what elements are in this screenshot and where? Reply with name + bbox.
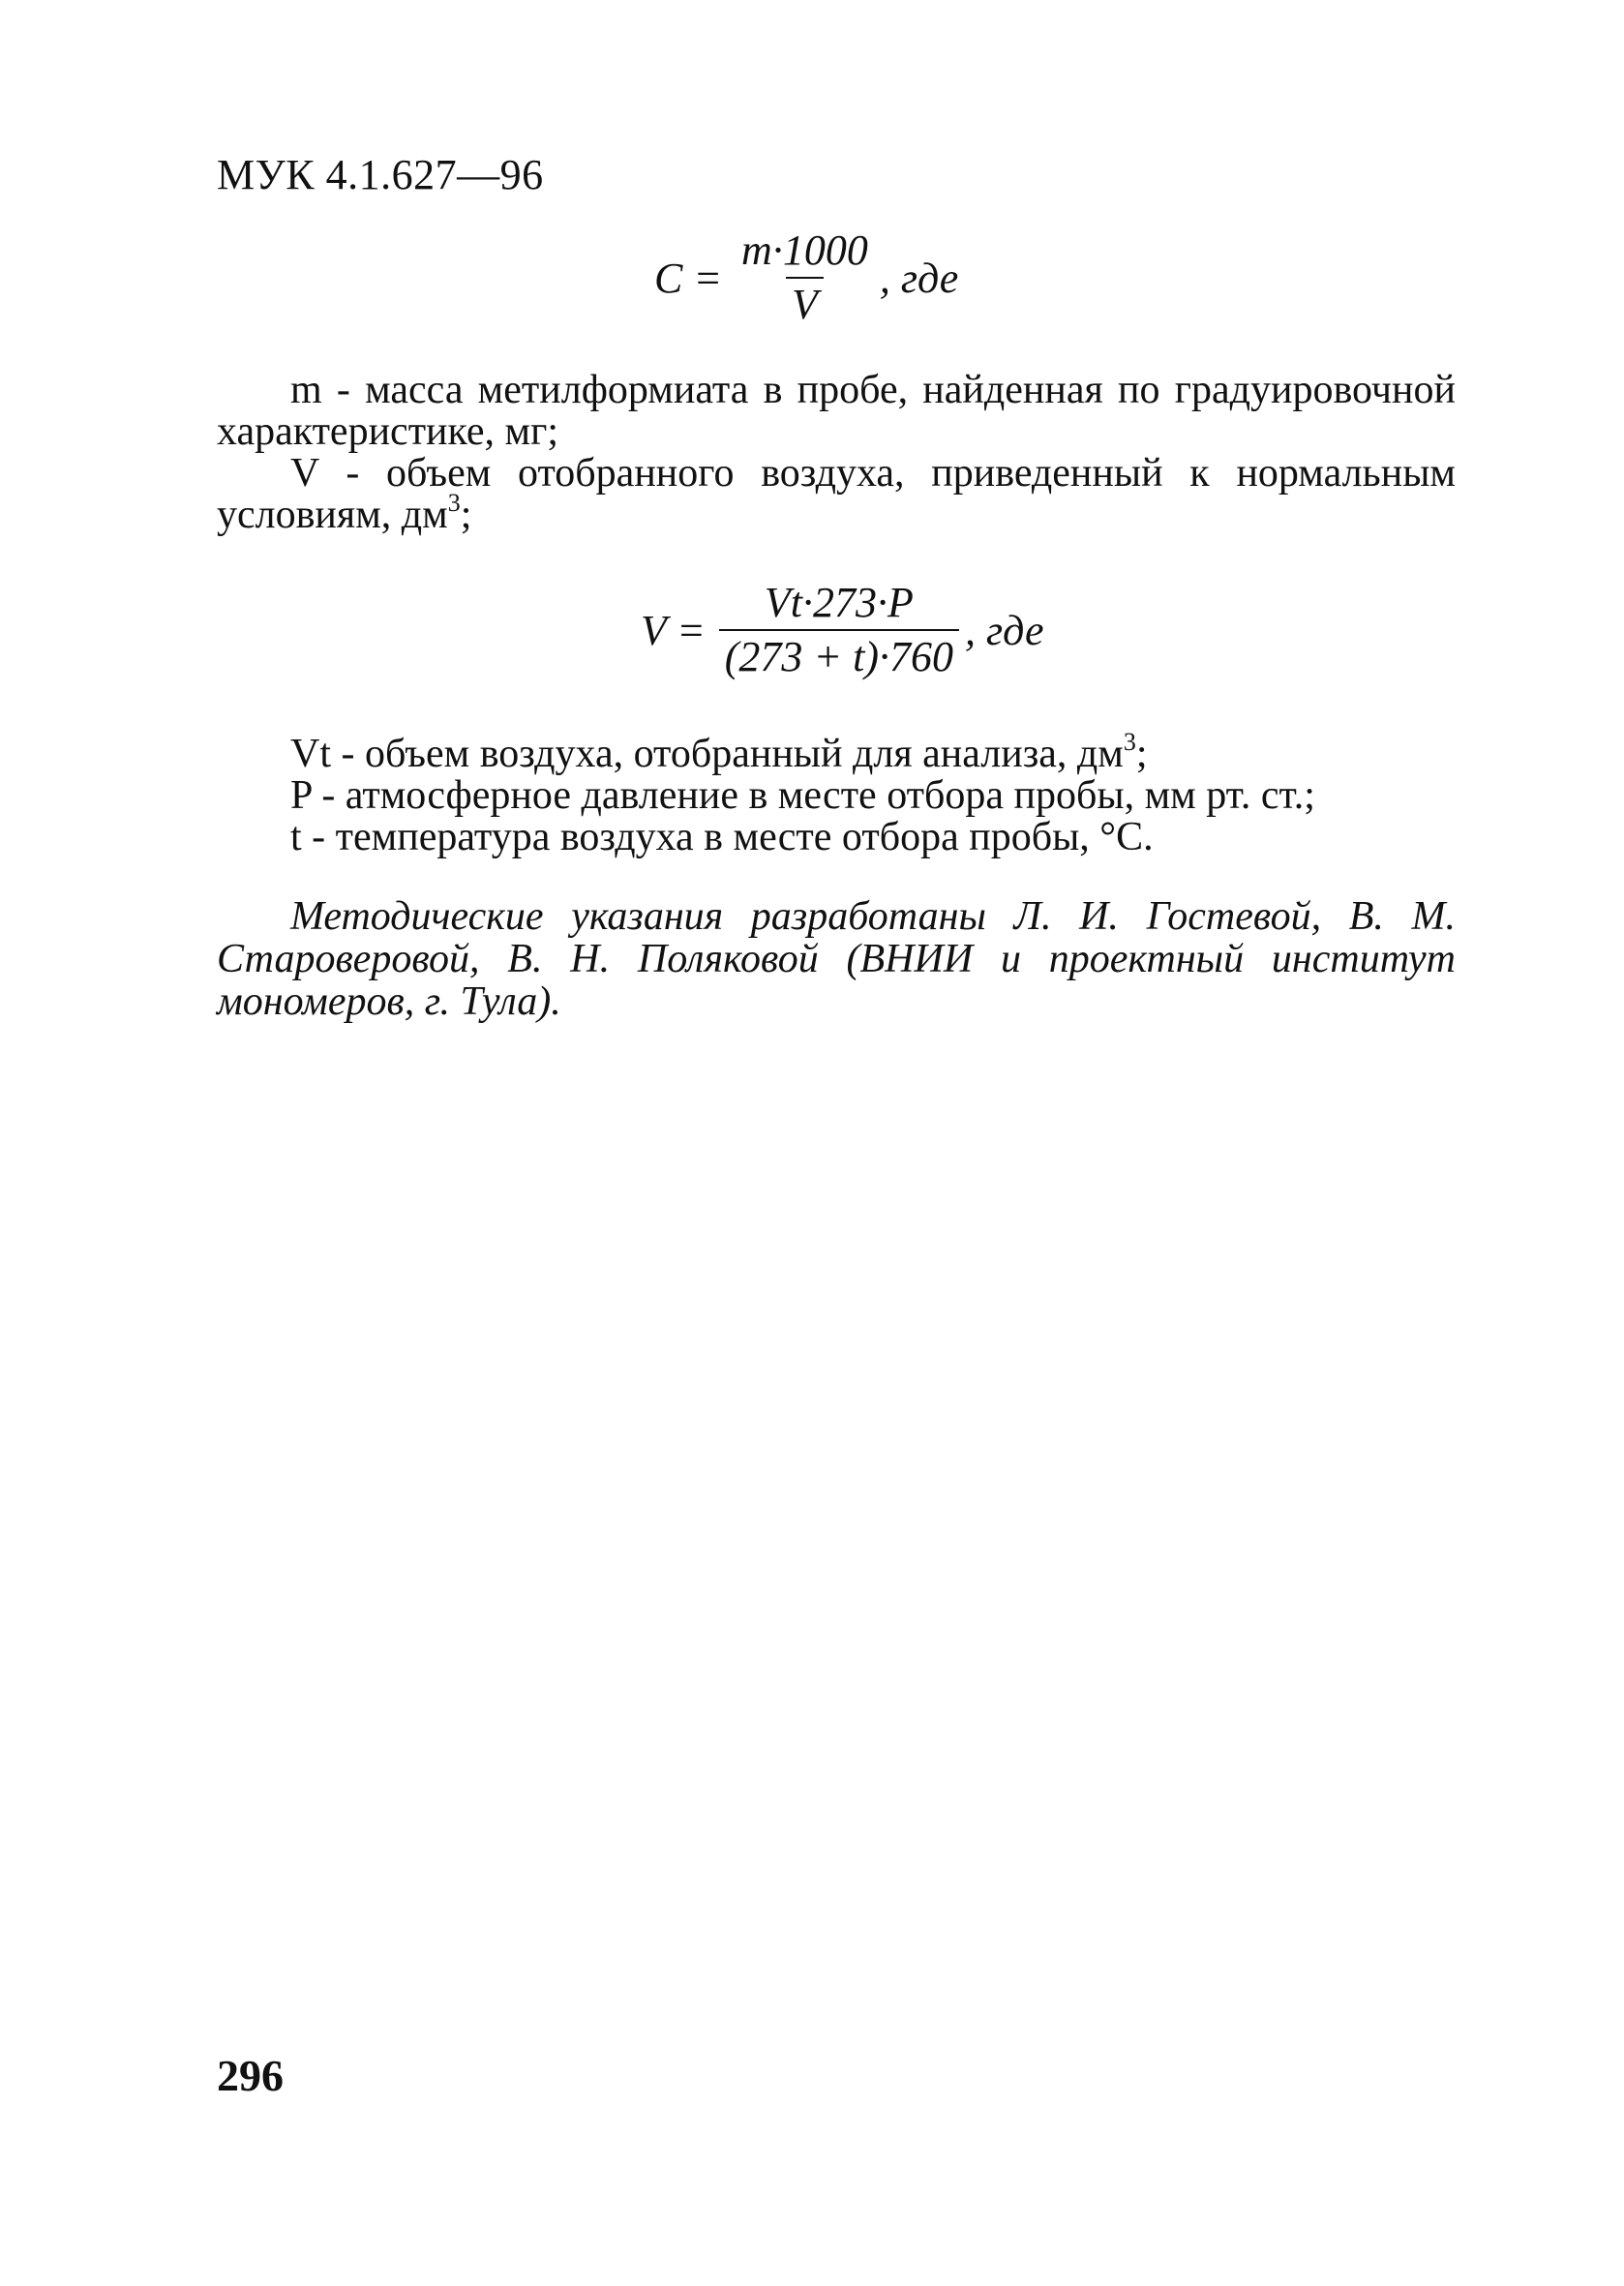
document-code-header: МУК 4.1.627—96 <box>217 151 544 198</box>
credits-text: Методические указания разработаны Л. И. Гостевой, В. М. Староверовой, В. Н. Поляковой (ВНИИ и проектный институт мономеров, г. Тула). <box>217 894 1456 1024</box>
definitions-block-1 <box>217 370 1456 536</box>
formula-v-denominator: (273 + t)·760 <box>719 629 959 679</box>
credits-paragraph <box>217 895 1456 1023</box>
definition-vt: Vt - объем воздуха, отобранный для анализа, $дм^3$; <box>290 728 1148 776</box>
definition-t: t - температура воздуха в месте отбора пробы, °С. <box>290 815 1154 859</box>
formula-c-denominator: V <box>786 277 824 327</box>
formula-concentration <box>654 228 958 327</box>
definitions-block-2 <box>217 728 1456 859</box>
page-number: 296 <box>217 2051 284 2100</box>
formula-v-lhs: V = <box>641 606 706 654</box>
definition-v: V - объем отобранного воздуха, приведенный к нормальным условиям, $дм^3$; <box>217 451 1456 537</box>
formula-c-suffix: , где <box>879 254 959 302</box>
definition-p: P - атмосферное давление в месте отбора пробы, мм рт. ст.; <box>290 773 1315 818</box>
formula-v-fraction <box>719 581 959 679</box>
formula-volume <box>641 581 1044 679</box>
formula-c-fraction <box>736 228 874 327</box>
formula-c-lhs: C = <box>654 254 723 302</box>
formula-v-suffix: , где <box>965 606 1044 654</box>
formula-c-numerator: m·1000 <box>741 226 868 274</box>
formula-v-numerator: Vt·273·P <box>764 579 914 626</box>
definition-m: m - масса метилформиата в пробе, найденная по градуировочной характеристике, мг; <box>217 368 1456 454</box>
